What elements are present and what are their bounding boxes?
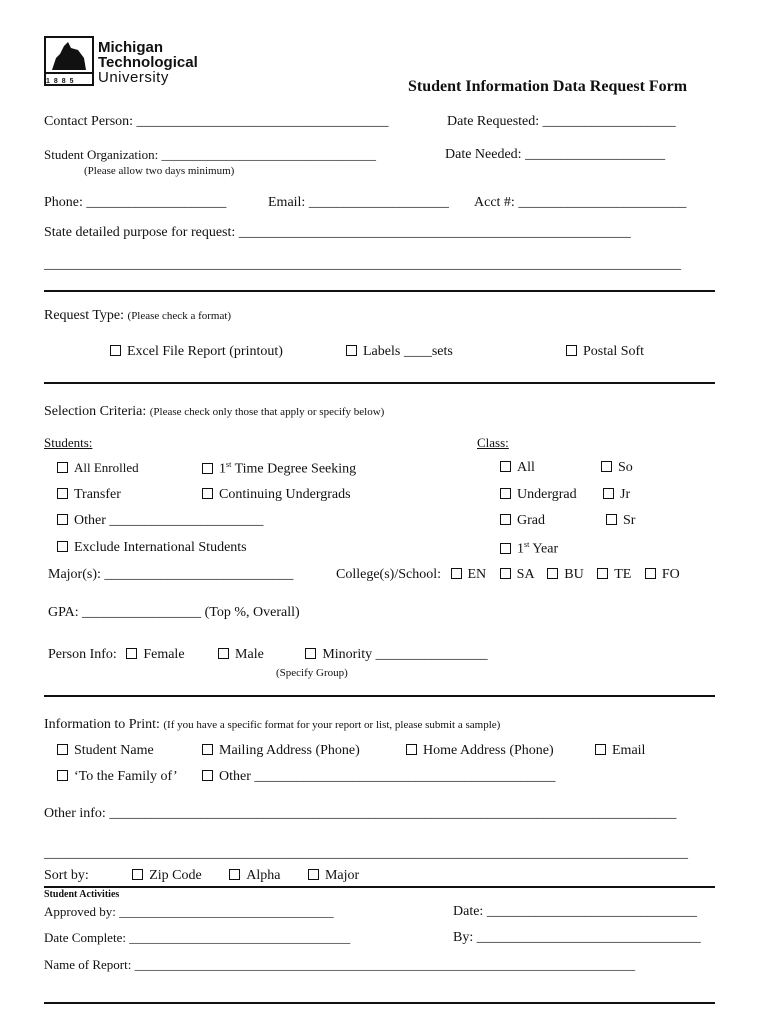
section-divider <box>44 886 715 888</box>
option-label: Home Address (Phone) <box>423 743 554 758</box>
option-label: Minority ________________ <box>322 647 488 662</box>
student-organization-field[interactable]: Student Organization: _________________________________ <box>44 147 376 162</box>
logo-line-1: Michigan <box>98 39 164 56</box>
other-student-option[interactable] <box>57 514 263 528</box>
specify-group-note: (Specify Group) <box>276 667 348 679</box>
option-label: Sr <box>623 513 636 528</box>
students-heading: Students: <box>44 435 93 450</box>
class-all-option[interactable] <box>500 461 535 475</box>
request-option-excel[interactable] <box>110 345 283 359</box>
class-so-option[interactable] <box>601 461 633 475</box>
college-te[interactable] <box>597 567 631 582</box>
majors-field[interactable]: Major(s): ___________________________ <box>48 567 294 582</box>
section-divider <box>44 695 715 697</box>
checkbox-icon[interactable] <box>597 568 608 579</box>
option-label: 1 <box>517 541 524 557</box>
class-undergrad-option[interactable] <box>500 488 577 502</box>
superscript: st <box>524 540 530 549</box>
checkbox-icon[interactable] <box>595 744 606 755</box>
minority-option[interactable] <box>305 647 487 662</box>
checkbox-icon[interactable] <box>57 514 68 525</box>
checkbox-icon[interactable] <box>500 568 511 579</box>
email-option[interactable] <box>595 744 645 758</box>
to-family-option[interactable] <box>57 770 178 784</box>
activities-by-field[interactable]: By: ________________________________ <box>453 930 701 945</box>
option-label: EN <box>467 567 487 582</box>
email-field[interactable]: Email: ____________________ <box>268 195 449 210</box>
person-info-label: Person Info: <box>48 647 117 662</box>
checkbox-icon[interactable] <box>406 744 417 755</box>
option-label: Undergrad <box>517 487 577 502</box>
checkbox-icon[interactable] <box>57 744 68 755</box>
selection-label: Selection Criteria: <box>44 404 147 419</box>
checkbox-icon[interactable] <box>57 770 68 781</box>
activities-date-field[interactable]: Date: ______________________________ <box>453 904 697 919</box>
option-label: So <box>618 460 633 475</box>
checkbox-icon[interactable] <box>57 541 68 552</box>
option-label: SA <box>516 567 534 582</box>
checkbox-icon[interactable] <box>229 869 240 880</box>
option-label: Exclude International Students <box>74 540 247 555</box>
student-name-option[interactable] <box>57 744 154 758</box>
checkbox-icon[interactable] <box>308 869 319 880</box>
class-heading: Class: <box>477 435 509 450</box>
request-option-label: Labels ____sets <box>363 344 453 359</box>
superscript: st <box>226 460 232 469</box>
checkbox-icon[interactable] <box>202 744 213 755</box>
student-activities-heading: Student Activities <box>44 889 120 900</box>
class-first-year-option[interactable] <box>500 541 558 557</box>
transfer-option[interactable] <box>57 488 121 502</box>
option-label: Grad <box>517 513 545 528</box>
request-option-labels[interactable] <box>346 345 453 359</box>
checkbox-icon[interactable] <box>500 488 511 499</box>
option-label: Transfer <box>74 487 121 502</box>
checkbox-icon[interactable] <box>110 345 121 356</box>
option-label: All <box>517 460 535 475</box>
sort-alpha-option[interactable] <box>229 868 280 883</box>
checkbox-icon[interactable] <box>202 488 213 499</box>
checkbox-icon[interactable] <box>126 648 137 659</box>
name-of-report-field[interactable]: Name of Report: _____________________________________________________________________________ <box>44 957 636 972</box>
selection-criteria-heading <box>44 405 384 419</box>
option-label: Alpha <box>246 868 281 883</box>
date-requested-field[interactable]: Date Requested: ___________________ <box>447 114 676 129</box>
phone-field[interactable]: Phone: ____________________ <box>44 195 227 210</box>
sort-by-row <box>44 869 359 883</box>
logo-line-3: University <box>98 69 169 86</box>
date-needed-field[interactable]: Date Needed: ____________________ <box>445 147 666 162</box>
sort-by-label: Sort by: <box>44 868 89 883</box>
checkbox-icon[interactable] <box>500 461 511 472</box>
gpa-field[interactable]: GPA: _________________ (Top %, Overall) <box>48 605 300 620</box>
class-jr-option[interactable] <box>603 488 630 502</box>
class-grad-option[interactable] <box>500 514 545 528</box>
college-en[interactable] <box>451 567 487 582</box>
male-option[interactable] <box>218 647 264 662</box>
option-label: Zip Code <box>149 868 202 883</box>
checkbox-icon[interactable] <box>202 770 213 781</box>
approved-by-field[interactable]: Approved by: _________________________________ <box>44 904 334 919</box>
date-needed-note: (Please allow two days minimum) <box>84 165 235 177</box>
option-label: Time Degree Seeking <box>231 461 357 477</box>
purpose-field[interactable]: State detailed purpose for request: ________________________________________________________ <box>44 225 631 240</box>
college-sa[interactable] <box>500 567 534 582</box>
option-label: 1 <box>219 461 226 477</box>
checkbox-icon[interactable] <box>132 869 143 880</box>
founding-year: 1885 <box>46 78 78 85</box>
option-label: ‘To the Family of’ <box>74 769 178 784</box>
purpose-line-2[interactable]: ___________________________________________________________________________________________ <box>44 257 681 272</box>
option-label: Male <box>235 647 264 662</box>
option-label: Continuing Undergrads <box>219 487 351 502</box>
print-info-heading <box>44 718 500 732</box>
continuing-option[interactable] <box>202 488 351 502</box>
home-address-option[interactable] <box>406 744 554 758</box>
option-label: All Enrolled <box>74 460 139 475</box>
checkbox-icon[interactable] <box>57 488 68 499</box>
other-info-field[interactable]: Other info: _________________________________________________________________________________ <box>44 806 677 821</box>
option-label: Major <box>324 868 360 883</box>
option-label: Email <box>612 743 646 758</box>
checkbox-icon[interactable] <box>500 514 511 525</box>
option-label: Mailing Address (Phone) <box>219 743 360 758</box>
request-option-label: Excel File Report (printout) <box>127 344 283 359</box>
request-option-postal-soft[interactable] <box>566 345 644 359</box>
option-label: BU <box>564 567 584 582</box>
all-enrolled-option[interactable] <box>57 461 139 474</box>
option-label: TE <box>614 567 632 582</box>
college-bu[interactable] <box>547 567 583 582</box>
checkbox-icon[interactable] <box>645 568 656 579</box>
checkbox-icon[interactable] <box>218 648 229 659</box>
college-label: College(s)/School: <box>336 567 441 582</box>
checkbox-icon[interactable] <box>603 488 614 499</box>
female-option[interactable] <box>126 647 184 662</box>
checkbox-icon[interactable] <box>305 648 316 659</box>
college-fo[interactable] <box>645 567 680 582</box>
option-label: FO <box>661 567 680 582</box>
checkbox-icon[interactable] <box>451 568 462 579</box>
print-label: Information to Print: <box>44 717 160 732</box>
date-complete-field[interactable]: Date Complete: __________________________________ <box>44 930 351 945</box>
request-type-note: (Please check a format) <box>127 310 232 322</box>
option-label: Female <box>143 647 185 662</box>
person-info-row <box>48 648 488 662</box>
other-print-option[interactable] <box>202 770 555 784</box>
logo-line-2: Technological <box>98 54 198 71</box>
selection-note: (Please check only those that apply or specify below) <box>149 406 385 418</box>
college-field <box>336 568 680 582</box>
option-label: Student Name <box>74 743 154 758</box>
checkbox-icon[interactable] <box>202 463 213 474</box>
print-note: (If you have a specific format for your report or list, please submit a sample) <box>163 719 501 731</box>
mailing-address-option[interactable] <box>202 744 360 758</box>
checkbox-icon[interactable] <box>566 345 577 356</box>
contact-person-field[interactable]: Contact Person: ____________________________________ <box>44 114 389 129</box>
checkbox-icon[interactable] <box>547 568 558 579</box>
request-type-label: Request Type: <box>44 308 125 323</box>
request-type-heading <box>44 309 231 323</box>
first-time-option[interactable] <box>202 461 356 477</box>
section-divider <box>44 290 715 292</box>
other-info-line-2[interactable]: ____________________________________________________________________________________________ <box>44 846 688 861</box>
option-label: Jr <box>620 487 631 502</box>
sort-zip-option[interactable] <box>132 868 202 883</box>
sort-major-option[interactable] <box>308 868 359 883</box>
university-name <box>98 40 198 85</box>
bottom-divider <box>44 1002 715 1004</box>
option-label: Other ______________________ <box>74 513 264 528</box>
section-divider <box>44 382 715 384</box>
option-label: Other ___________________________________________ <box>219 769 556 784</box>
exclude-international-option[interactable] <box>57 541 247 555</box>
checkbox-icon[interactable] <box>606 514 617 525</box>
option-label: Year <box>529 541 559 557</box>
acct-field[interactable]: Acct #: ________________________ <box>474 195 687 210</box>
checkbox-icon[interactable] <box>500 543 511 554</box>
checkbox-icon[interactable] <box>601 461 612 472</box>
request-option-label: Postal Soft <box>583 344 645 359</box>
checkbox-icon[interactable] <box>346 345 357 356</box>
class-sr-option[interactable] <box>606 514 635 528</box>
checkbox-icon[interactable] <box>57 462 68 473</box>
form-title: Student Information Data Request Form <box>408 78 688 95</box>
